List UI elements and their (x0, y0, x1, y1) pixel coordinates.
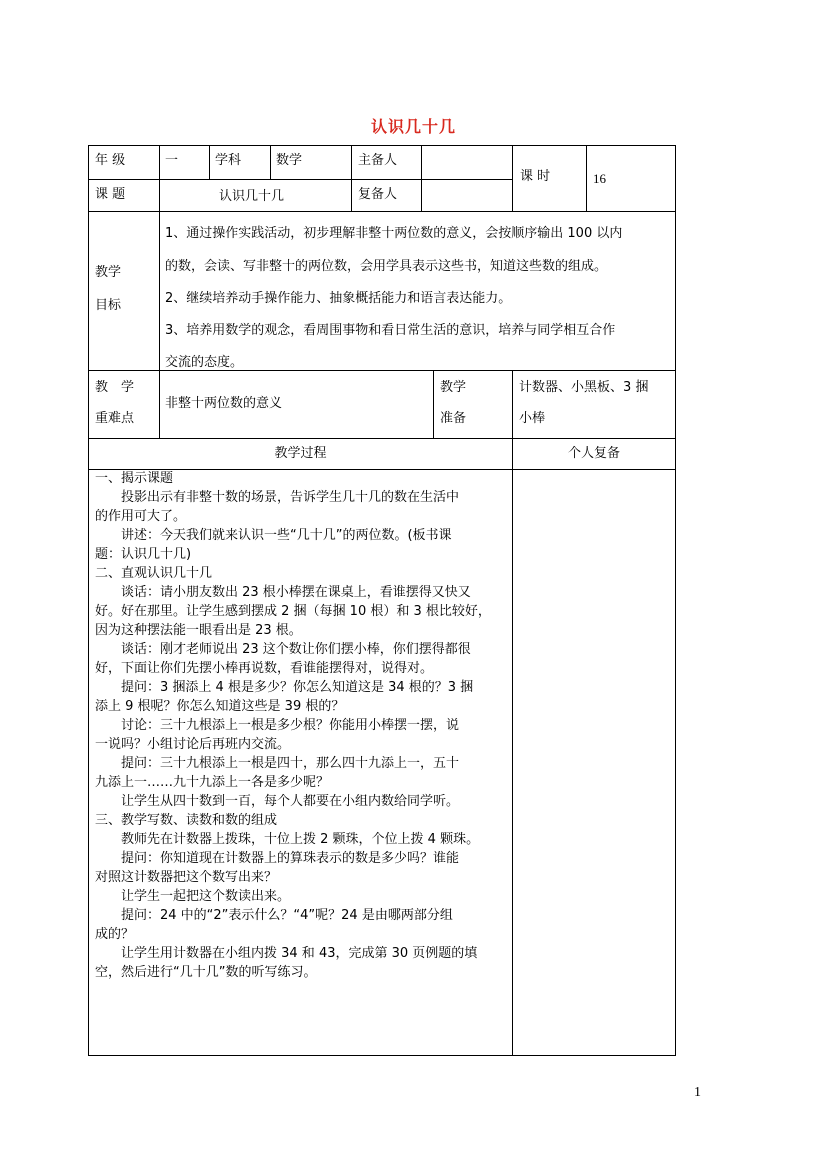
process-line: 题：认识几十几) (95, 547, 192, 562)
subject-value: 数学 (276, 153, 303, 168)
process-line: 空，然后进行“几十几”数的听写练习。 (95, 965, 317, 980)
reviewer-label: 复备人 (358, 187, 398, 202)
process-line: 成的？ (95, 927, 135, 942)
process-line: 三、教学写数、读数和数的组成 (95, 813, 278, 828)
process-line: 投影出示有非整十数的场景，告诉学生几十几的数在生活中 (121, 490, 460, 505)
process-line: 谈话：请小朋友数出 23 根小棒摆在课桌上，看谁摆得又快又 (121, 585, 471, 600)
subject-label: 学科 (215, 153, 242, 168)
process-line: 因为这种摆法能一眼看出是 23 根。 (95, 623, 302, 638)
grade-label: 年 级 (95, 153, 126, 168)
lesson-value: 16 (593, 171, 606, 186)
process-line: 讲述：今天我们就来认识一些“几十几”的两位数。(板书课 (121, 528, 452, 543)
process-line: 一说吗？小组讨论后再班内交流。 (95, 737, 291, 752)
personal-body-cell (512, 469, 676, 1056)
process-line: 让学生从四十数到一百，每个人都要在小组内数给同学听。 (121, 794, 460, 809)
goals-line: 的数，会读、写非整十的两位数，会用学具表示这些书，知道这些数的组成。 (165, 259, 608, 274)
process-line: 九添上一……九十九添上一各是多少呢？ (95, 775, 330, 790)
process-line: 好，下面让你们先摆小棒再说数，看谁能摆得对，说得对。 (95, 661, 434, 676)
process-line: 教师先在计数器上拨珠，十位上拨 2 颗珠，个位上拨 4 颗珠。 (121, 832, 480, 847)
focus-value: 非整十两位数的意义 (165, 396, 283, 411)
lesson-plan-table (88, 145, 676, 1056)
process-line: 的作用可大了。 (95, 509, 187, 524)
prep-value-line-2: 小棒 (519, 411, 546, 426)
goals-line: 2、继续培养动手操作能力、抽象概括能力和语言表达能力。 (165, 291, 512, 306)
process-header: 教学过程 (274, 446, 327, 461)
prep-label-line-2: 准备 (440, 411, 467, 426)
grade-value: 一 (165, 153, 179, 168)
reviewer-value-cell (421, 179, 513, 212)
process-line: 提问：三十九根添上一根是四十，那么四十九添上一，五十 (121, 756, 460, 771)
page-number: 1 (694, 1085, 701, 1100)
focus-label-line-2: 重难点 (95, 411, 135, 426)
goals-label-line-1: 教学 (95, 265, 122, 280)
process-line: 提问：24 中的“2”表示什么？“4”呢？24 是由哪两部分组 (121, 908, 453, 923)
process-line: 二、直观认识几十几 (95, 566, 213, 581)
preparer-value-cell (421, 145, 513, 180)
prep-value-line-1: 计数器、小黑板、3 捆 (519, 380, 649, 395)
goals-label-cell (88, 211, 160, 371)
topic-label: 课 题 (95, 187, 126, 202)
process-line: 一、揭示课题 (95, 471, 174, 486)
focus-label-line-1: 教 学 (95, 380, 135, 395)
goals-line: 交流的态度。 (165, 355, 244, 370)
prep-label-line-1: 教学 (440, 380, 467, 395)
process-line: 讨论：三十九根添上一根是多少根？你能用小棒摆一摆，说 (121, 718, 460, 733)
page-title: 认识几十几 (370, 117, 456, 136)
process-line: 对照这计数器把这个数写出来？ (95, 870, 278, 885)
process-content (95, 469, 505, 982)
lesson-label: 课 时 (520, 169, 551, 184)
process-line: 好。好在那里。让学生感到摆成 2 捆（每捆 10 根）和 3 根比较好， (95, 604, 491, 619)
process-line: 谈话：刚才老师说出 23 这个数让你们摆小棒，你们摆得都很 (121, 642, 471, 657)
topic-value: 认识几十几 (219, 189, 285, 204)
process-line: 提问：你知道现在计数器上的算珠表示的数是多少吗？谁能 (121, 851, 460, 866)
personal-header: 个人复备 (567, 446, 620, 461)
preparer-label: 主备人 (358, 153, 398, 168)
process-line: 提问：3 捆添上 4 根是多少？你怎么知道这是 34 根的？3 捆 (121, 680, 474, 695)
process-line: 让学生用计数器在小组内拨 34 和 43，完成第 30 页例题的填 (121, 946, 478, 961)
goals-line: 3、培养用数学的观念，看周围事物和看日常生活的意识，培养与同学相互合作 (165, 323, 616, 338)
goals-label-line-2: 目标 (95, 298, 122, 313)
process-line: 添上 9 根呢？你怎么知道这些是 39 根的？ (95, 699, 345, 714)
goals-line: 1、通过操作实践活动，初步理解非整十两位数的意义，会按顺序输出 100 以内 (165, 226, 623, 241)
process-line: 让学生一起把这个数读出来。 (121, 889, 291, 904)
